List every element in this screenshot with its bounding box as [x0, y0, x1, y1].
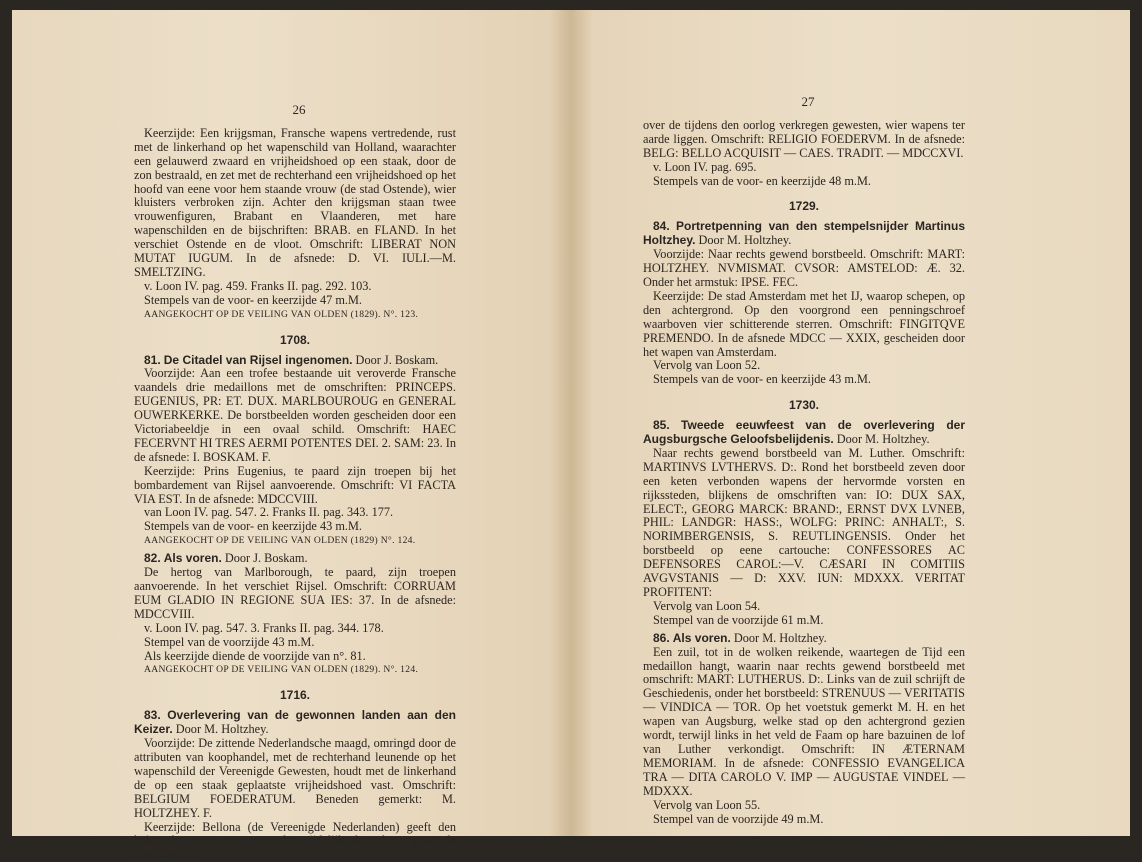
- entry-title: Als voren.: [673, 631, 731, 645]
- provenance-note: AANGEKOCHT OP DE VEILING VAN OLDEN (1829). N°. 123.: [134, 308, 456, 322]
- paragraph: v. Loon IV. pag. 459. Franks II. pag. 292. 103.: [134, 280, 456, 294]
- entry-heading: [643, 419, 965, 447]
- paragraph: Voorzijde: Aan een trofee bestaande uit veroverde Fransche vaandels drie medaillons met de omschriften: PRINCEPS. EUGENIUS, PR: ET. DUX. MARLBOUROUG en GENERAL OUWERKERKE. De borstbeelden worden gescheiden door een Victoriabeeldje in een ovaal schild. Omschrift: HAEC FECERVNT HI TRES AERMI POTENTES DEI. 2. SAM: 23. In de afsnede: I. BOSKAM. F.: [134, 367, 456, 464]
- entry-number: 81.: [144, 353, 161, 367]
- paragraph: Als keerzijde diende de voorzijde van n°. 81.: [134, 650, 456, 664]
- paragraph: Een zuil, tot in de wolken reikende, waartegen de Tijd een medaillon hangt, waarin naar rechts gewend borstbeeld met omschrift: MART: LUTHERUS. D:. Links van de zuil schrijft de Geschiedenis, onder het borstbeeld: STRENUUS — VERITATIS — VINDICA — TOR. Op het voetstuk gemerkt M. H. en het wapen van Augsburg, welke stad op den achtergrond gezien wordt, terwijl links in het veld de Faam op hare bazuinen de lof van Luther verkondigt. Omschrift: IN ÆTERNAM MEMORIAM. In de afsnede: CONFESSIO EVANGELICA TRA — DITA CAROLO V. IMP — AUGUSTAE VINDEL — MDXXX.: [643, 646, 965, 799]
- year-heading: 1729.: [643, 200, 965, 214]
- entry-author: Door J. Boskam.: [352, 353, 438, 367]
- paragraph: De hertog van Marlborough, te paard, zijn troepen aanvoerende. In het verschiet Rijsel. Omschrift: CORRUAM EUM GLADIO IN REGIONE SUA IES: 37. In de afsnede: MDCCVIII.: [134, 566, 456, 622]
- right-page-text: [643, 95, 965, 826]
- entry-number: 85.: [653, 418, 670, 432]
- entry-author: Door M. Holtzhey.: [834, 432, 930, 446]
- right-page: [571, 10, 1130, 836]
- paragraph: Stempels van de voor- en keerzijde 48 m.M.: [643, 175, 965, 189]
- entry-author: Door M. Holtzhey.: [731, 631, 827, 645]
- left-page-text: [134, 103, 456, 862]
- paragraph: Vervolg van Loon 55.: [643, 799, 965, 813]
- left-page: [12, 10, 571, 836]
- paragraph: over de tijdens den oorlog verkregen gewesten, wier wapens ter aarde liggen. Omschrift: RELIGIO FOEDERVM. In de afsnede: BELG: BELLO ACQUISIT — CAES. TRADIT. — MDCCXVI.: [643, 119, 965, 161]
- paragraph: v. Loon IV. pag. 547. 3. Franks II. pag. 344. 178.: [134, 622, 456, 636]
- paragraph: Voorzijde: Naar rechts gewend borstbeeld. Omschrift: MART: HOLTZHEY. NVMISMAT. CVSOR: AMSTELOD: Æ. 32. Onder het armstuk: IPSE. FEC.: [643, 248, 965, 290]
- year-heading: 1730.: [643, 399, 965, 413]
- paragraph: Vervolg van Loon 54.: [643, 600, 965, 614]
- book-spread: [12, 10, 1130, 836]
- paragraph: van Loon IV. pag. 547. 2. Franks II. pag. 343. 177.: [134, 506, 456, 520]
- paragraph: Stempel van de voorzijde 49 m.M.: [643, 813, 965, 827]
- entry-heading: [134, 709, 456, 737]
- provenance-note: AANGEKOCHT OP DE VEILING VAN OLDEN (1829) N°. 124.: [134, 534, 456, 548]
- year-heading: 1716.: [134, 689, 456, 703]
- entry-title: Overlevering van de gewonnen landen aan den Keizer.: [134, 708, 456, 736]
- entry-author: Door M. Holtzhey.: [173, 722, 269, 736]
- paragraph: Stempels van de voor- en keerzijde 43 m.M.: [643, 373, 965, 387]
- paragraph: Stempels van de voor- en keerzijde 47 m.M.: [134, 294, 456, 308]
- entry-number: 82.: [144, 551, 161, 565]
- paragraph: Keerzijde: Bellona (de Vereenigde Nederlanden) geeft den keizer het roer terug, van het tijdelijk door haar gevoerde staatsbestuur: [134, 821, 456, 862]
- entry-number: 84.: [653, 219, 670, 233]
- entry-title: De Citadel van Rijsel ingenomen.: [164, 353, 353, 367]
- paragraph: Vervolg van Loon 52.: [643, 359, 965, 373]
- paragraph: Stempel van de voorzijde 61 m.M.: [643, 614, 965, 628]
- provenance-note: AANGEKOCHT OP DE VEILING VAN OLDEN (1829). N°. 124.: [134, 663, 456, 677]
- paragraph: Stempels van de voor- en keerzijde 43 m.M.: [134, 520, 456, 534]
- entry-heading: [643, 220, 965, 248]
- entry-title: Als voren.: [164, 551, 222, 565]
- entry-number: 86.: [653, 631, 670, 645]
- entry-heading: [134, 552, 456, 566]
- entry-heading: [134, 354, 456, 368]
- year-heading: 1708.: [134, 334, 456, 348]
- paragraph: Naar rechts gewend borstbeeld van M. Luther. Omschrift: MARTINVS LVTHERVS. D:. Rond het borstbeeld zeven door een keten verbonden wapens der hervormde vorsten en rijkssteden, blijkens de omschriften van: IO: DUX SAX, ELECT:, GEORG MARCK: BRAND:, ERNST DVX LVNEB, PHIL: LANDGR: HASS:, WOLFG: PRINC: ANHALT:, S. NORIMBERGENSIS, S. REUTLINGENSIS. Onder het borstbeeld op eene cartouche: CONFESSORES AC DEFENSORES CAROL:—V. CÆSARI IN COMITIIS AVGVSTANIS — D: XXV. IUN: MDXXX. VERITAT PROFITENT:: [643, 447, 965, 600]
- entry-title: Tweede eeuwfeest van de overlevering der Augsburgsche Geloofsbelijdenis.: [643, 418, 965, 446]
- paragraph: Voorzijde: De zittende Nederlandsche maagd, omringd door de attributen van koophandel, met de rechterhand leunende op het wapenschild der Vereenigde Gewesten, houdt met de linkerhand de op een staak geplaatste vrijheidshoed vast. Omschrift: BELGIUM FOEDERATUM. Beneden gemerkt: M. HOLTZHEY. F.: [134, 737, 456, 820]
- entry-title: Portretpenning van den stempelsnijder Martinus Holtzhey.: [643, 219, 965, 247]
- page-number: 27: [643, 95, 965, 109]
- page-number: 26: [134, 103, 456, 117]
- paragraph: v. Loon IV. pag. 695.: [643, 161, 965, 175]
- paragraph: Keerzijde: De stad Amsterdam met het IJ, waarop schepen, op den achtergrond. Op den voorgrond een penningschroef waarboven vier schitterende sterren. Omschrift: FINGITQVE PREMENDO. In de afsnede MDCC — XXIX, gescheiden door het wapen van Amsterdam.: [643, 290, 965, 360]
- entry-author: Door M. Holtzhey.: [695, 233, 791, 247]
- entry-author: Door J. Boskam.: [222, 551, 308, 565]
- paragraph: Stempel van de voorzijde 43 m.M.: [134, 636, 456, 650]
- paragraph: Keerzijde: Prins Eugenius, te paard zijn troepen bij het bombardement van Rijsel aanvoerende. Omschrift: VI FACTA VIA EST. In de afsnede: MDCCVIII.: [134, 465, 456, 507]
- entry-number: 83.: [144, 708, 161, 722]
- entry-heading: [643, 632, 965, 646]
- paragraph: Keerzijde: Een krijgsman, Fransche wapens vertredende, rust met de linkerhand op het wapenschild van Holland, waarachter een gelauwerd zwaard en vrijheidshoed op een staak, door de zon bestraald, en zet met de rechterhand een vrijheidshoed op het hoofd van eene voor hem staande vrouw (de stad Ostende), wier kluisters verbroken zijn. Achter den krijgsman staan twee vrouwenfiguren, Brabant en Vlaanderen, met hare wapenschilden en de bijschriften: BRAB. en FLAND. In het verschiet Ostende en de vloot. Omschrift: LIBERAT NON MUTAT IUGUM. In de afsnede: D. VI. IULI.—M. SMELTZING.: [134, 127, 456, 280]
